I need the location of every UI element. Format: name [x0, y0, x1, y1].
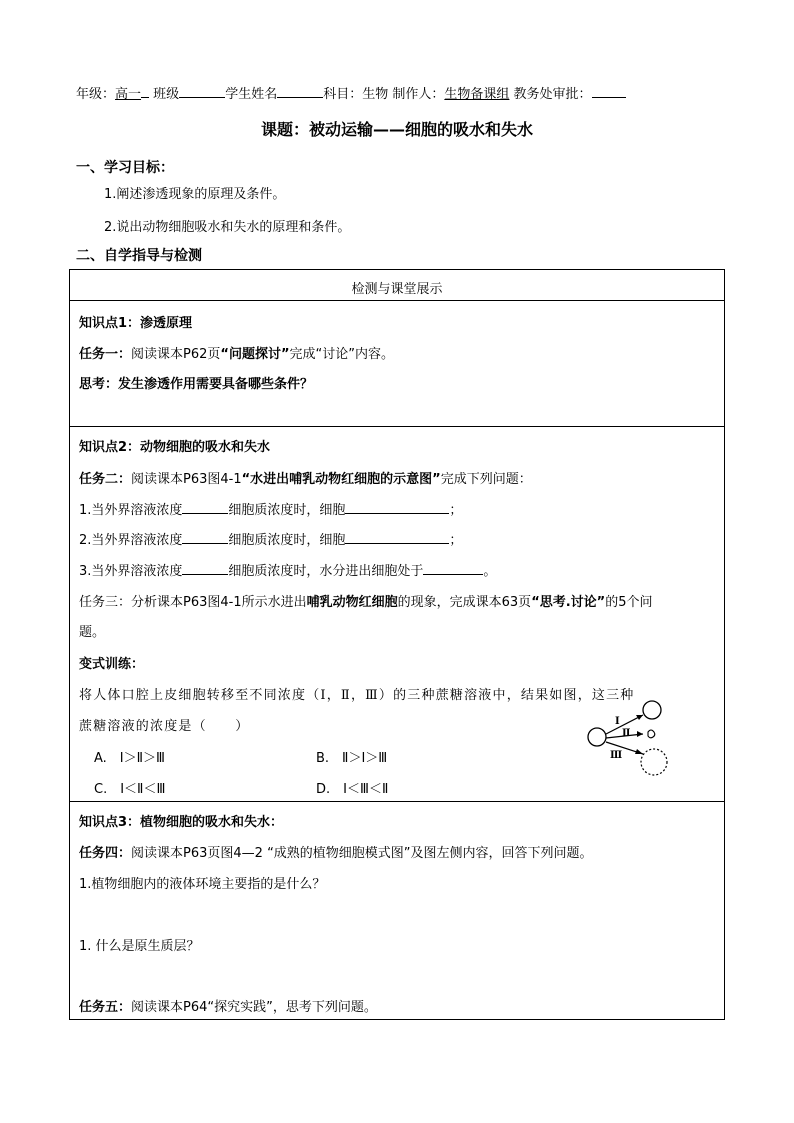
approve-label: 教务处审批： [513, 87, 592, 102]
class-label: 班级 [153, 87, 180, 102]
task2-label: 任务二： [79, 472, 132, 487]
task1-text-b: “问题探讨” [220, 347, 290, 362]
practice-title: 变式训练： [79, 657, 145, 672]
question-2-3 [79, 560, 496, 579]
q2-blank-2[interactable] [345, 531, 449, 544]
q3-blank-2[interactable] [423, 562, 483, 575]
q2-part-b: 细胞质浓度时，细胞 [228, 533, 346, 548]
kp2-title: 知识点2：动物细胞的吸水和失水 [79, 440, 271, 455]
task5-text: 阅读课本P64“探究实践”，思考下列问题。 [131, 1000, 377, 1015]
task2-line [79, 468, 532, 487]
q3-part-c: 。 [483, 564, 497, 579]
page-title: 课题：被动运输——细胞的吸水和失水 [260, 120, 533, 139]
question-2-2 [79, 529, 462, 548]
header-line [76, 83, 626, 102]
task3-continuation: 题。 [79, 625, 106, 640]
task3-text-a: 任务三：分析课本P63图4-1所示水进出 [79, 595, 307, 610]
q1-blank-2[interactable] [345, 501, 449, 514]
q1-part-a: 1.当外界溶液浓度 [79, 503, 183, 518]
name-label: 学生姓名 [225, 87, 278, 102]
task1-line [79, 343, 394, 362]
option-d[interactable]: D. Ⅰ＜Ⅲ＜Ⅱ [316, 782, 389, 797]
task1-text-c: 完成“讨论”内容。 [289, 347, 394, 362]
grade-blank[interactable] [141, 85, 149, 98]
task3-text-e: 的5个问 [605, 595, 653, 610]
option-b[interactable]: B. Ⅱ＞Ⅰ＞Ⅲ [316, 751, 388, 766]
q3-part-b: 细胞质浓度时，水分进出细胞处于 [228, 564, 424, 579]
q2-part-c: ； [449, 533, 463, 548]
task4-text: 阅读课本P63页图4—2 “成熟的植物细胞模式图”及图左侧内容，回答下列问题。 [131, 846, 593, 861]
cell-i [643, 701, 661, 719]
kp3-title: 知识点3：植物细胞的吸水和失水： [79, 815, 284, 830]
kp1-think: 思考：发生渗透作用需要具备哪些条件？ [79, 377, 314, 392]
cell-ii-shrunk [648, 730, 655, 738]
task3-text-b: 哺乳动物红细胞 [306, 595, 398, 610]
option-a[interactable]: A. Ⅰ＞Ⅱ＞Ⅲ [94, 751, 165, 766]
author-value: 生物备课组 [444, 87, 510, 102]
task2-text-c: 完成下列问题： [440, 472, 532, 487]
kp3-question-1: 1.植物细胞内的液体环境主要指的是什么？ [79, 877, 326, 892]
practice-line-2: 蔗糖溶液的浓度是（ ） [79, 719, 250, 734]
q1-part-b: 细胞质浓度时，细胞 [228, 503, 346, 518]
task2-text-a: 阅读课本P63图4-1 [131, 472, 242, 487]
grade-value: 高一 [115, 87, 142, 102]
kp1-title: 知识点1：渗透原理 [79, 316, 193, 331]
task5-line [79, 996, 377, 1015]
task4-line [79, 842, 593, 861]
original-cell [588, 728, 606, 746]
task1-label: 任务一： [79, 347, 132, 362]
exercise-table [69, 269, 725, 1020]
approve-blank[interactable] [592, 85, 626, 98]
section1-heading: 一、学习目标： [76, 160, 174, 176]
arrow-ii-head [637, 731, 643, 737]
practice-line-1: 将人体口腔上皮细胞转移至不同浓度（Ⅰ，Ⅱ，Ⅲ）的三种蔗糖溶液中，结果如图，这三种 [79, 688, 635, 703]
task1-text-a: 阅读课本P62页 [131, 347, 221, 362]
cell-iii-burst [641, 749, 667, 775]
subject-label: 科目：生物 [323, 87, 389, 102]
cell-diagram [585, 698, 675, 778]
task3-text-c: 的现象，完成课本63页 [397, 595, 532, 610]
option-c[interactable]: C. Ⅰ＜Ⅱ＜Ⅲ [94, 782, 166, 797]
divider [70, 426, 724, 427]
divider [70, 300, 724, 301]
q1-part-c: ； [449, 503, 463, 518]
divider [70, 801, 724, 802]
table-header: 检测与课堂展示 [351, 282, 443, 297]
task3-line [79, 591, 653, 610]
q2-blank-1[interactable] [182, 531, 228, 544]
objective-1: 1.阐述渗透现象的原理及条件。 [104, 187, 286, 202]
label-iii: Ⅲ [610, 750, 623, 761]
task4-label: 任务四： [79, 846, 132, 861]
q1-blank-1[interactable] [182, 501, 228, 514]
q3-blank-1[interactable] [182, 562, 228, 575]
objective-2: 2.说出动物细胞吸水和失水的原理和条件。 [104, 220, 351, 235]
author-label: 制作人： [392, 87, 445, 102]
grade-label: 年级： [76, 87, 116, 102]
kp3-question-2: 1. 什么是原生质层？ [79, 939, 200, 954]
class-blank[interactable] [179, 85, 225, 98]
label-ii: Ⅱ [622, 728, 631, 739]
section2-heading: 二、自学指导与检测 [76, 248, 202, 264]
q3-part-a: 3.当外界溶液浓度 [79, 564, 183, 579]
label-i: Ⅰ [615, 716, 620, 727]
task3-text-d: “思考.讨论” [531, 595, 606, 610]
arrow-iii-head [635, 749, 643, 754]
question-2-1 [79, 499, 462, 518]
task2-text-b: “水进出哺乳动物红细胞的示意图” [241, 472, 441, 487]
name-blank[interactable] [277, 85, 323, 98]
task5-label: 任务五： [79, 1000, 132, 1015]
q2-part-a: 2.当外界溶液浓度 [79, 533, 183, 548]
